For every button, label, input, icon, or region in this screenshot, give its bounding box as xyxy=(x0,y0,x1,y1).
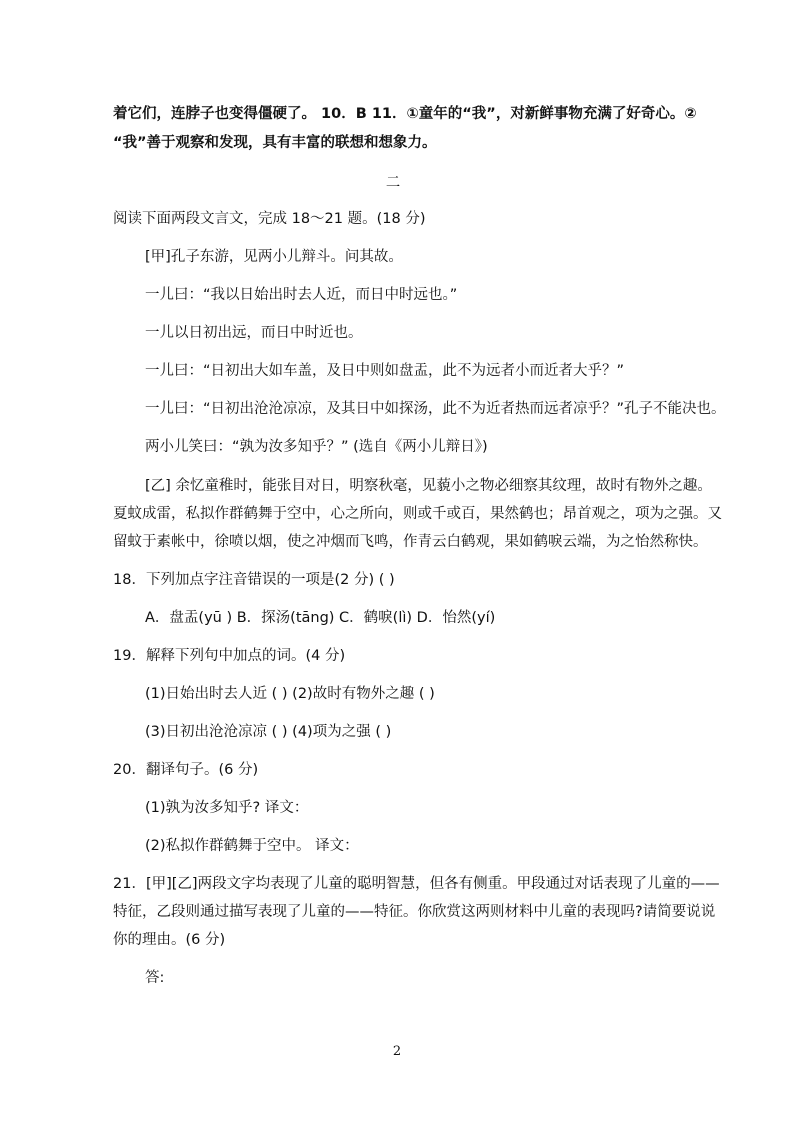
question-19-stem: 19．解释下列句中加点的词。(4 分) xyxy=(113,648,346,664)
question-20-stem: 20．翻译句子。(6 分) xyxy=(113,762,259,778)
page-number: 2 xyxy=(392,1044,402,1059)
passage-yi-line-3: 留蚊于素帐中，徐喷以烟，使之冲烟而飞鸣，作青云白鹤观，果如鹤唳云端，为之怡然称快。 xyxy=(113,534,708,550)
instruction: 阅读下面两段文言文，完成 18～21 题。(18 分) xyxy=(113,211,426,227)
question-21-line-1: 21．[甲][乙]两段文字均表现了儿童的聪明智慧，但各有侧重。甲段通过对话表现了儿童的—— xyxy=(113,876,720,892)
question-19-row-1: (1)日始出时去人近 ( ) (2)故时有物外之趣 ( ) xyxy=(145,686,435,702)
question-18-options: A．盘盂(yū ) B．探汤(tāng) C．鹤唳(lì) D．怡然(yí) xyxy=(145,610,496,626)
passage-yi-line-1: [乙] 余忆童稚时，能张目对日，明察秋毫，见藐小之物必细察其纹理，故时有物外之趣。 xyxy=(145,478,712,494)
passage-jia-line-2: 一儿曰：“我以日始出时去人近，而日中时远也。” xyxy=(145,287,458,303)
passage-jia-line-5: 一儿曰：“日初出沧沧凉凉，及其日中如探汤，此不为近者热而远者凉乎？”孔子不能决也。 xyxy=(145,401,726,417)
passage-jia-line-1: [甲]孔子东游，见两小儿辩斗。问其故。 xyxy=(145,249,403,265)
section-title: 二 xyxy=(385,175,401,191)
answers-line-2: “我”善于观察和发现，具有丰富的联想和想象力。 xyxy=(113,135,437,151)
answers-line-1: 着它们，连脖子也变得僵硬了。 10．B 11．①童年的“我”，对新鲜事物充满了好奇心。② xyxy=(113,106,697,122)
question-21-answer-label: 答: xyxy=(145,970,165,986)
passage-yi-line-2: 夏蚊成雷，私拟作群鹤舞于空中，心之所向，则或千或百，果然鹤也；昂首观之，项为之强。又 xyxy=(113,506,722,522)
question-19-row-2: (3)日初出沧沧凉凉 ( ) (4)项为之强 ( ) xyxy=(145,724,392,740)
passage-jia-line-3: 一儿以日初出远，而日中时近也。 xyxy=(145,325,363,341)
question-21-line-2: 特征，乙段则通过描写表现了儿童的——特征。你欣赏这两则材料中儿童的表现吗?请简要说说 xyxy=(113,904,716,920)
question-20-item-2: (2)私拟作群鹤舞于空中。 译文： xyxy=(145,838,359,854)
passage-jia-line-6: 两小儿笑曰：“孰为汝多知乎？” (选自《两小儿辩日》) xyxy=(145,439,488,455)
passage-jia-line-4: 一儿曰：“日初出大如车盖，及日中则如盘盂，此不为远者小而近者大乎？” xyxy=(145,363,625,379)
question-18-stem: 18．下列加点字注音错误的一项是(2 分) ( ) xyxy=(113,572,395,588)
question-21-line-3: 你的理由。(6 分) xyxy=(113,932,226,948)
question-20-item-1: (1)孰为汝多知乎? 译文： xyxy=(145,800,309,816)
